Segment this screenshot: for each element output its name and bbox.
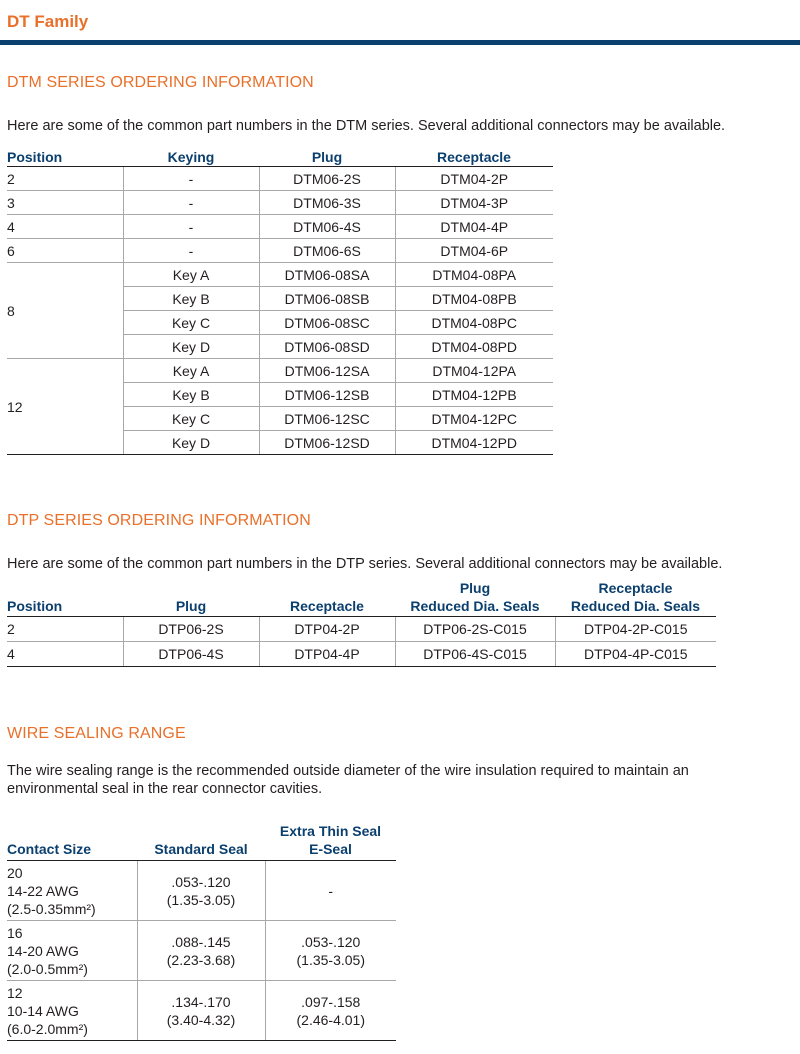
standard-seal-cell [137, 921, 265, 981]
plug-cell: DTM06-6S [259, 239, 395, 263]
receptacle-reduced-cell: DTP04-2P-C015 [555, 617, 716, 642]
dtm-header-receptacle: Receptacle [395, 146, 553, 167]
standard-seal-inch: .088-.145 [171, 933, 231, 950]
receptacle-cell: DTM04-12PB [395, 383, 553, 407]
dtp-header-plug: Plug [123, 579, 259, 617]
wire-header-extra-thin-line1: Extra Thin Seal [279, 823, 382, 839]
dtp-heading: DTP SERIES ORDERING INFORMATION [7, 512, 311, 529]
receptacle-cell: DTM04-08PC [395, 311, 553, 335]
table-row [7, 167, 553, 191]
contact-size-cell [7, 921, 137, 981]
plug-cell: DTP06-4S [123, 642, 259, 667]
plug-reduced-cell: DTP06-4S-C015 [395, 642, 555, 667]
plug-cell: DTM06-08SC [259, 311, 395, 335]
position-cell: 4 [7, 642, 123, 667]
plug-cell: DTM06-08SB [259, 287, 395, 311]
wire-header-extra-thin [265, 822, 396, 861]
extra-thin-seal-mm: (2.46-4.01) [296, 1011, 365, 1028]
wire-header-standard-seal: Standard Seal [137, 822, 265, 861]
contact-size-cell [7, 861, 137, 921]
dtp-header-plug-reduced-line1: Plug [459, 580, 491, 596]
plug-reduced-cell: DTP06-2S-C015 [395, 617, 555, 642]
wire-heading: WIRE SEALING RANGE [7, 725, 186, 742]
keying-cell: Key B [123, 383, 259, 407]
plug-cell: DTM06-4S [259, 215, 395, 239]
keying-cell: Key A [123, 263, 259, 287]
extra-thin-seal-cell [265, 981, 396, 1041]
receptacle-cell: DTM04-2P [395, 167, 553, 191]
plug-cell: DTM06-12SC [259, 407, 395, 431]
dtp-header-row [7, 579, 716, 617]
dtm-header-position: Position [7, 146, 123, 167]
dtp-header-receptacle-reduced [555, 579, 716, 617]
title-divider [0, 40, 800, 45]
position-cell: 4 [7, 215, 123, 239]
dtm-header-row [7, 146, 553, 167]
table-row [7, 191, 553, 215]
table-row [7, 359, 553, 383]
extra-thin-seal-mm: (1.35-3.05) [296, 951, 365, 968]
plug-cell: DTM06-12SD [259, 431, 395, 455]
dtp-header-position: Position [7, 579, 123, 617]
standard-seal-inch: .134-.170 [171, 993, 231, 1010]
dtm-intro: Here are some of the common part numbers in the DTM series. Several additional connectors may be available. [7, 118, 726, 134]
dtp-header-receptacle-reduced-line1: Receptacle [598, 580, 673, 596]
receptacle-cell: DTM04-3P [395, 191, 553, 215]
standard-seal-mm: (3.40-4.32) [166, 1011, 236, 1028]
plug-cell: DTM06-12SB [259, 383, 395, 407]
keying-cell: Key C [123, 407, 259, 431]
page-title: DT Family [7, 12, 89, 31]
receptacle-reduced-cell: DTP04-4P-C015 [555, 642, 716, 667]
contact-size-cell [7, 981, 137, 1041]
contact-mm-value: (2.0-0.5mm²) [7, 960, 88, 977]
standard-seal-mm: (1.35-3.05) [166, 891, 236, 908]
standard-seal-cell [137, 981, 265, 1041]
plug-cell: DTM06-2S [259, 167, 395, 191]
table-row [7, 263, 553, 287]
receptacle-cell: DTM04-08PD [395, 335, 553, 359]
extra-thin-seal-inch: .053-.120 [301, 933, 361, 950]
dtp-intro: Here are some of the common part numbers in the DTP series. Several additional connectors may be available. [7, 556, 723, 572]
contact-size-value: 16 [7, 924, 23, 941]
receptacle-cell: DTM04-12PD [395, 431, 553, 455]
table-row [7, 215, 553, 239]
extra-thin-seal-cell [265, 861, 396, 921]
standard-seal-mm: (2.23-3.68) [166, 951, 236, 968]
position-cell: 2 [7, 167, 123, 191]
table-row [7, 617, 716, 642]
position-cell: 6 [7, 239, 123, 263]
contact-mm-value: (2.5-0.35mm²) [7, 900, 96, 917]
wire-intro-line2: environmental seal in the rear connector cavities. [7, 781, 323, 797]
dtm-header-keying: Keying [123, 146, 259, 167]
wire-intro-line1: The wire sealing range is the recommended outside diameter of the wire insulation required to maintain an [7, 763, 689, 779]
wire-header-row [7, 822, 396, 861]
dtm-header-plug: Plug [259, 146, 395, 167]
dtp-header-plug-reduced [395, 579, 555, 617]
keying-cell: - [123, 215, 259, 239]
dtp-header-plug-reduced-line2: Reduced Dia. Seals [410, 598, 540, 614]
contact-mm-value: (6.0-2.0mm²) [7, 1020, 88, 1037]
receptacle-cell: DTM04-4P [395, 215, 553, 239]
contact-awg-value: 10-14 AWG [7, 1002, 79, 1019]
dtm-heading: DTM SERIES ORDERING INFORMATION [7, 74, 314, 91]
contact-awg-value: 14-22 AWG [7, 882, 79, 899]
keying-cell: - [123, 239, 259, 263]
contact-awg-value: 14-20 AWG [7, 942, 79, 959]
plug-cell: DTM06-3S [259, 191, 395, 215]
table-row [7, 861, 396, 921]
wire-header-contact-size: Contact Size [7, 822, 137, 861]
plug-cell: DTP06-2S [123, 617, 259, 642]
wire-intro [7, 762, 689, 798]
receptacle-cell: DTM04-12PA [395, 359, 553, 383]
plug-cell: DTM06-12SA [259, 359, 395, 383]
dtp-header-receptacle: Receptacle [259, 579, 395, 617]
keying-cell: Key A [123, 359, 259, 383]
table-row [7, 981, 396, 1041]
extra-thin-seal-cell [265, 921, 396, 981]
dtp-header-receptacle-reduced-line2: Reduced Dia. Seals [570, 598, 701, 614]
standard-seal-cell [137, 861, 265, 921]
wire-table [7, 822, 396, 1041]
keying-cell: Key D [123, 431, 259, 455]
dtm-table [7, 146, 553, 455]
position-cell: 12 [7, 359, 123, 455]
keying-cell: Key B [123, 287, 259, 311]
extra-thin-seal-inch: .097-.158 [301, 993, 361, 1010]
table-row [7, 642, 716, 667]
keying-cell: Key D [123, 335, 259, 359]
keying-cell: - [123, 167, 259, 191]
wire-header-extra-thin-line2: E-Seal [309, 841, 352, 857]
keying-cell: - [123, 191, 259, 215]
receptacle-cell: DTM04-6P [395, 239, 553, 263]
extra-thin-seal-inch: - [328, 882, 334, 899]
keying-cell: Key C [123, 311, 259, 335]
dtp-table [7, 579, 716, 667]
receptacle-cell: DTM04-12PC [395, 407, 553, 431]
receptacle-cell: DTP04-4P [259, 642, 395, 667]
position-cell: 3 [7, 191, 123, 215]
receptacle-cell: DTP04-2P [259, 617, 395, 642]
contact-size-value: 20 [7, 864, 23, 881]
table-row [7, 239, 553, 263]
position-cell: 2 [7, 617, 123, 642]
standard-seal-inch: .053-.120 [171, 873, 231, 890]
plug-cell: DTM06-08SD [259, 335, 395, 359]
table-row [7, 921, 396, 981]
position-cell: 8 [7, 263, 123, 359]
plug-cell: DTM06-08SA [259, 263, 395, 287]
receptacle-cell: DTM04-08PA [395, 263, 553, 287]
receptacle-cell: DTM04-08PB [395, 287, 553, 311]
contact-size-value: 12 [7, 984, 23, 1001]
